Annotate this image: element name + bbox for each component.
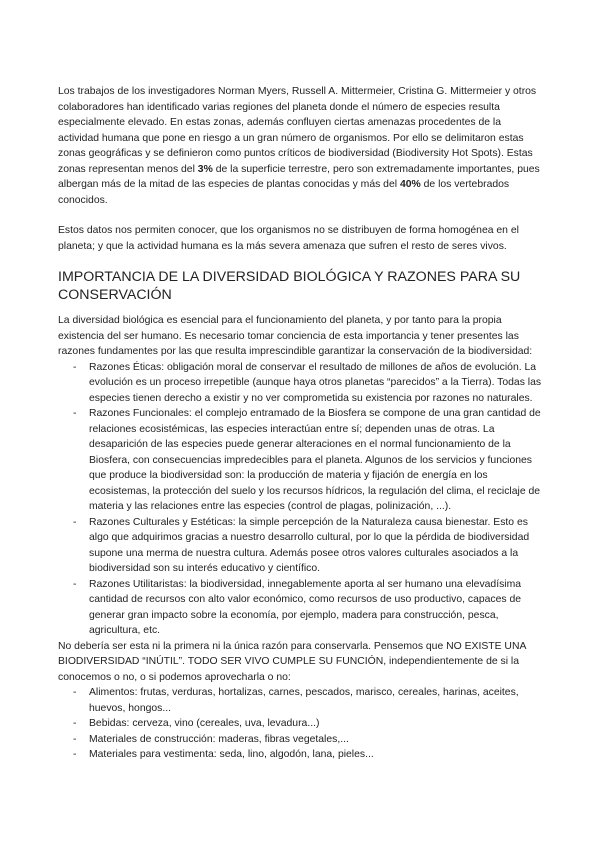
bullet-dash: -: [73, 733, 77, 745]
vertebrates-percent: 40%: [399, 179, 421, 190]
bullet-dash: -: [73, 361, 77, 373]
bullet-dash: -: [73, 718, 77, 729]
list-item-clothing: - Materiales para vestimenta: seda, lino, algodón, lana, pieles...: [58, 747, 542, 763]
bullet-dash: -: [73, 408, 77, 419]
list-item-drinks: - Bebidas: cerveza, vino (cereales, uva, levadura...): [58, 716, 542, 732]
bullet-dash: -: [73, 516, 77, 528]
bullet-dash: -: [73, 578, 77, 590]
reasons-list: [58, 360, 542, 639]
uses-list: [58, 685, 542, 763]
hotspot-area-percent: 3%: [197, 163, 213, 175]
list-item-food: - Alimentos: frutas, verduras, hortalizas, carnes, pescados, marisco, cereales, harinas, aceites, huevos, hongos...: [73, 687, 519, 714]
list-item-ethical: - Razones Éticas: obligación moral de conservar el resultado de millones de años de evolución. La evolución es un proceso irrepetible (aunque haya otros planetas “parecidos” a la Tierra). Todas las especies tienen derecho a existir y no ver comprometida su existencia por razones no naturales.: [73, 361, 542, 404]
intro-paragraph-1: Los trabajos de los investigadores Norman Myers, Russell A. Mittermeier, Cristina G. Mittermeier y otros colaboradores han identificado varias regiones del planeta donde el número de especies resulta especialmente elevado. En estas zonas, además confluyen ciertas amenazas procedentes de la actividad humana que pone en riesgo a un gran número de organismos. Por ello se delimitaron estas zonas geográficas y se definieron como puntos críticos de biodiversidad (Biodiversity Hot Spots). Estas zonas representan menos del 3% de la superficie terrestre, pero son extremadamente importantes, pues albergan más de la mitad de las especies de plantas conocidas y más del 40% de los vertebrados conocidos.: [58, 86, 540, 206]
bullet-dash: -: [73, 749, 77, 760]
list-item-functional: - Razones Funcionales: el complejo entramado de la Biosfera se compone de una gran cantidad de relaciones ecosistémicas, las especies interactúan entre sí; dependen unas de otras. La desaparición de las especies puede generar alteraciones en el normal funcionamiento de la Biosfera, con consecuencias impredecibles para el planeta. Algunos de los servicios y funciones que produce la biodiversidad son: la producción de materia y fijación de energía en los ecosistemas, la protección del suelo y los recursos hídricos, la regulación del clima, el reciclaje de materia y las relaciones entre las especies (control de plagas, polinización, ...).: [73, 408, 541, 512]
section-intro: La diversidad biológica es esencial para el funcionamiento del planeta, y por tanto para la propia existencia del ser humano. Es necesario tomar conciencia de esta importancia y tener presentes las razones fundamentes por las que resulta imprescindible garantizar la conservación de la biodiversidad:: [58, 315, 533, 357]
closing-paragraph: No debería ser esta ni la primera ni la única razón para conservarla. Pensemos que NO EXISTE UNA BIODIVERSIDAD “INÚTIL”. TODO SER VIVO CUMPLE SU FUNCIÓN, independientemente de si la conocemos o no, o si podemos aprovecharla o no:: [58, 640, 526, 683]
intro-paragraph-2: Estos datos nos permiten conocer, que los organismos no se distribuyen de forma homogénea en el planeta; y que la actividad humana es la más severa amenaza que sufren el resto de seres vivos.: [58, 225, 519, 252]
list-item-cultural: - Razones Culturales y Estéticas: la simple percepción de la Naturaleza causa bienestar. Esto es algo que adquirimos gracias a nuestro desarrollo cultural, por lo que la pérdida de biodiversidad supone una merma de nuestra cultura. Además posee otros valores culturales asociados a la biodiversidad son su interés educativo y científico.: [73, 516, 530, 574]
section-heading: IMPORTANCIA DE LA DIVERSIDAD BIOLÓGICA Y RAZONES PARA SU CONSERVACIÓN: [58, 269, 521, 303]
list-item-utilitarian: - Razones Utilitaristas: la biodiversidad, innegablemente aporta al ser humano una elevadísima cantidad de recursos con alto valor económico, como recursos de uso productivo, capaces de generar gran impacto sobre la economía, por ejemplo, madera para construcción, pesca, agricultura, etc.: [73, 578, 522, 636]
bullet-dash: -: [73, 687, 77, 698]
list-item-construction: - Materiales de construcción: maderas, fibras vegetales,...: [58, 732, 542, 748]
